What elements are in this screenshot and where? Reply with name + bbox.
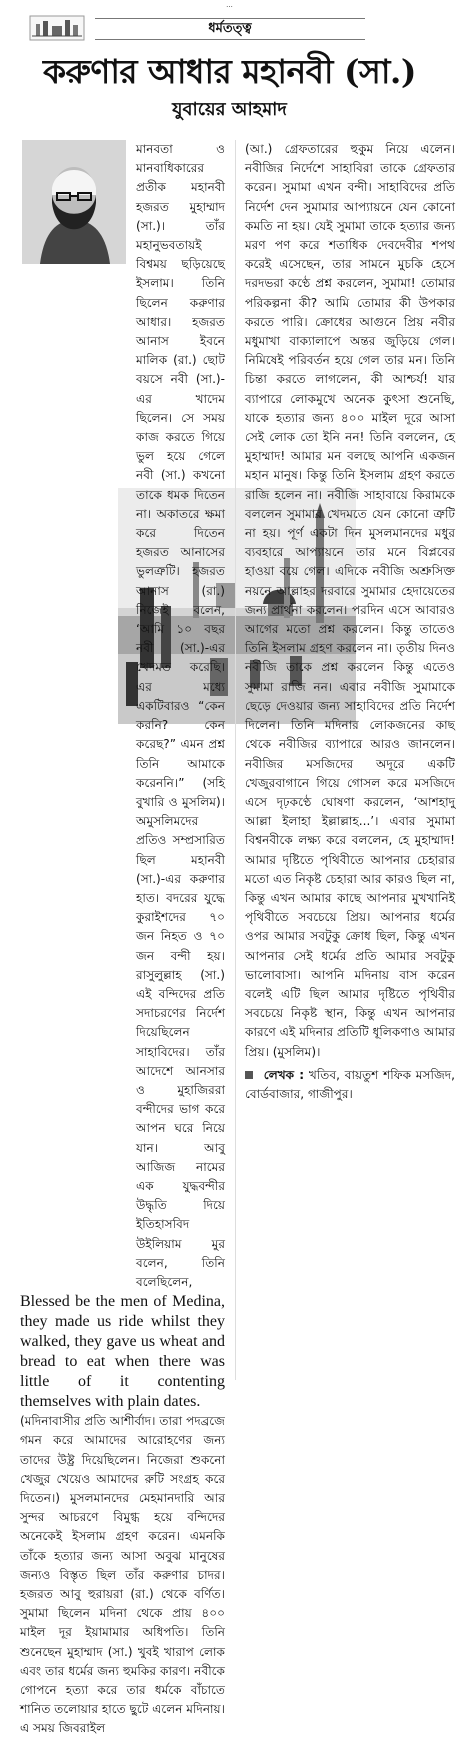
newspaper-logo-icon — [28, 14, 86, 44]
right-column-text: (আ.) গ্রেফতারের হুকুম নিয়ে এলেন। নবীজির নির্দেশে সাহাবিরা তাকে গ্রেফতার করেন। সুমামা এখন বন্দী। সাহাবিদের প্রতি নির্দেশ দেন সুমামার আপ্যায়নে যেন কোনো কমতি না হয়। যেই সুমামা তাকে হত্যার জন্য মরণ পণ করে শতাধিক দেবদেবীর শপথ করেই এসেছেন, তার সামনে মুচকি হেসে দরদভরা কণ্ঠে প্রশ্ন করলেন, সুমামা! তোমার পরিকল্পনা কী? আমি তোমার কী উপকার করতে পারি। ক্রোধের আগুনে প্রিয় নবীর মধুমাখা বাক্যালাপে অন্তর জুড়িয়ে গেল। নিমিষেই পরিবর্তন হয়ে গেল তার মন। তিনি চিন্তা করতে লাগলেন, কী আশ্চর্য! যার ব্যাপারে লোকমুখে অনেক কুৎসা শুনেছি, যাকে হত্যার জন্য ৪০০ মাইল দূরে আসা সেই লোক তো ইনি নন! তিনি বললেন, হে মুহাম্মাদ! আমার মন বলছে আপনি একজন মহান মানুষ। কিন্তু তিনি ইসলাম গ্রহণ করতে রাজি হলেন না। নবীজি সাহাবায়ে কিরামকে বললেন সুমামার খেদমতে যেন কোনো ত্রুটি না হয়। পূর্ণ একটা দিন মুসলমানদের মধুর ব্যবহারে আপ্যায়নে তার মনে বিপ্লবের হাওয়া বয়ে গেল। এদিকে নবীজি অশ্রুসিক্ত নয়নে আল্লাহর দরবারে সুমামার হেদায়েতের জন্য প্রার্থনা করলেন। পরদিন এসে আবারও আগের মতো প্রশ্ন করলেন। কিন্তু তাতেও তিনি ইসলাম গ্রহণ করলেন না। তৃতীয় দিনও নবীজি তাকে প্রশ্ন করলেন কিন্তু এতেও সুমামা রাজি নন। এবার নবীজি সুমামাকে ছেড়ে দেওয়ার জন্য সাহাবিদের প্রতি নির্দেশ দিলেন। তিনি মদিনার লোকজনের কাছ থেকে নবীজির ব্যাপারে আরও জানলেন। নবীজির মসজিদের অদূরে একটি খেজুরবাগানে গিয়ে গোসল করে মসজিদে এসে দৃঢ়কণ্ঠে ঘোষণা করলেন, ‘আশহাদু আল্লা ইলাহা ইল্লাল্লাহ...’। এবার সুমামা বিশ্বনবীকে লক্ষ্য করে বললেন, হে মুহাম্মাদ! আমার দৃষ্টিতে পৃথিবীতে আপনার চেহারার মতো এত নিকৃষ্ট চেহারা আর কারও ছিল না, কিন্তু এখন আমার কাছে আপনার মুখখানিই পৃথিবীতে সবচেয়ে প্রিয়। আপনার ধর্মের ওপর আমার সবটুকু ক্রোধ ছিল, কিন্তু এখন আপনার সেই ধর্মের প্রতি আমার সবটুকু ভালোবাসা। আপনি মদিনায় বাস করেন বলেই এটি ছিল আমার দৃষ্টিতে পৃথিবীর সবচেয়ে নিকৃষ্ট স্থান, কিন্তু এখন আপনার কারণে এই মদিনার প্রতিটি ধূলিকণাও আমার প্রিয়। (মুসলিম)। — [245, 142, 455, 1059]
article-title: করুণার আধার মহানবী (সা.) — [42, 52, 417, 91]
column-divider — [235, 140, 236, 1380]
footer-text: খতিব, বায়তুশ শফিক মসজিদ, বোর্ডবাজার, গাজীপুর। — [245, 1067, 455, 1101]
left-column-after-quote: (মদিনাবাসীর প্রতি আশীর্বাদ। তারা পদব্রজে গমন করে আমাদের আরোহণের জন্য তাদের উষ্ট্র দিয়েছিলেন। নিজেরা শুকনো খেজুর খেয়েও আমাদের রুটি সংগ্রহ করে দিতেন।) মুসলমানদের মেহমানদারি আর সুন্দর আচরণে বিমুগ্ধ হয়ে বন্দিদের অনেকেই ইসলাম গ্রহণ করেন। এমনকি তাঁকে হত্যার জন্য আসা অবুঝ মানুষের জন্যও বিস্তৃত ছিল তাঁর করুণার চাদর। হজরত আবু হুরায়রা (রা.) থেকে বর্ণিত। সুমামা ছিলেন মদিনা থেকে প্রায় ৪০০ মাইল দূর ইয়ামামার অধিপতি। তিনি শুনেছেন মুহাম্মাদ (সা.) খুবই খারাপ লোক এবং তার ধর্মের জন্য হুমকির কারণ। নবীকে গোপনে হত্যা করে তার ধর্মকে বাঁচাতে শানিত তলোয়ার হাতে ছুটে এলেন মদিনায়। এ সময় জিবরাইল — [20, 1414, 225, 1736]
section-header — [95, 18, 365, 40]
footer-label: লেখক : — [263, 1067, 305, 1082]
section-title: ধর্মতত্ত্ব — [208, 21, 252, 36]
article-left-column — [20, 140, 225, 1739]
english-quote: Blessed be the men of Medina, they made us ride whilst they walked, they gave us wheat and bread to eat when there was little of it contenting themselves with plain dates. — [20, 1293, 225, 1411]
article-right-column — [245, 140, 455, 1104]
page-top-strip: ... — [226, 1, 233, 9]
article-byline: যুবায়ের আহমাদ — [172, 99, 287, 120]
square-bullet-icon — [245, 1071, 253, 1079]
author-footer — [245, 1066, 455, 1104]
left-column-text: মানবতা ও মানবাধিকারের প্রতীক মহানবী হজরত মুহাম্মাদ (সা.)। তাঁর মহানুভবতায়ই বিশ্বময় ছড়িয়েছে ইসলাম। তিনি ছিলেন করুণার আধার। হজরত আনাস ইবনে মালিক (রা.) ছোট বয়সে নবী (সা.)-এর খাদেম ছিলেন। সে সময় কাজ করতে গিয়ে ভুল হয়ে গেলে নবী (সা.) কখনো তাকে ধমক দিতেন না। অকাতরে ক্ষমা করে দিতেন হজরত আনাসের ভুলত্রুটি। হজরত আনাস (রা.) নিজেই বলেন, ‘আমি ১০ বছর নবী (সা.)-এর খেদমত করেছি। এর মধ্যে একটিবারও “কেন করনি? কেন করেছ?” এমন প্রশ্ন তিনি আমাকে করেননি।” (সহি বুখারি ও মুসলিম)। অমুসলিমদের প্রতিও সম্প্রসারিত ছিল মহানবী (সা.)-এর করুণার হাত। বদরের যুদ্ধে কুরাইশদের ৭০ জন নিহত ও ৭০ জন বন্দী হয়। রাসুলুল্লাহ (সা.) এই বন্দিদের প্রতি সদাচরণের নির্দেশ দিয়েছিলেন সাহাবিদের। তাঁর আদেশে আনসার ও মুহাজিররা বন্দীদের ভাগ করে আপন ঘরে নিয়ে যান। আবু আজিজ নামের এক যুদ্ধবন্দীর উদ্ধৃতি দিয়ে ইতিহাসবিদ উইলিয়াম মুর বলেন, তিনি বলেছিলেন, — [136, 142, 225, 1289]
